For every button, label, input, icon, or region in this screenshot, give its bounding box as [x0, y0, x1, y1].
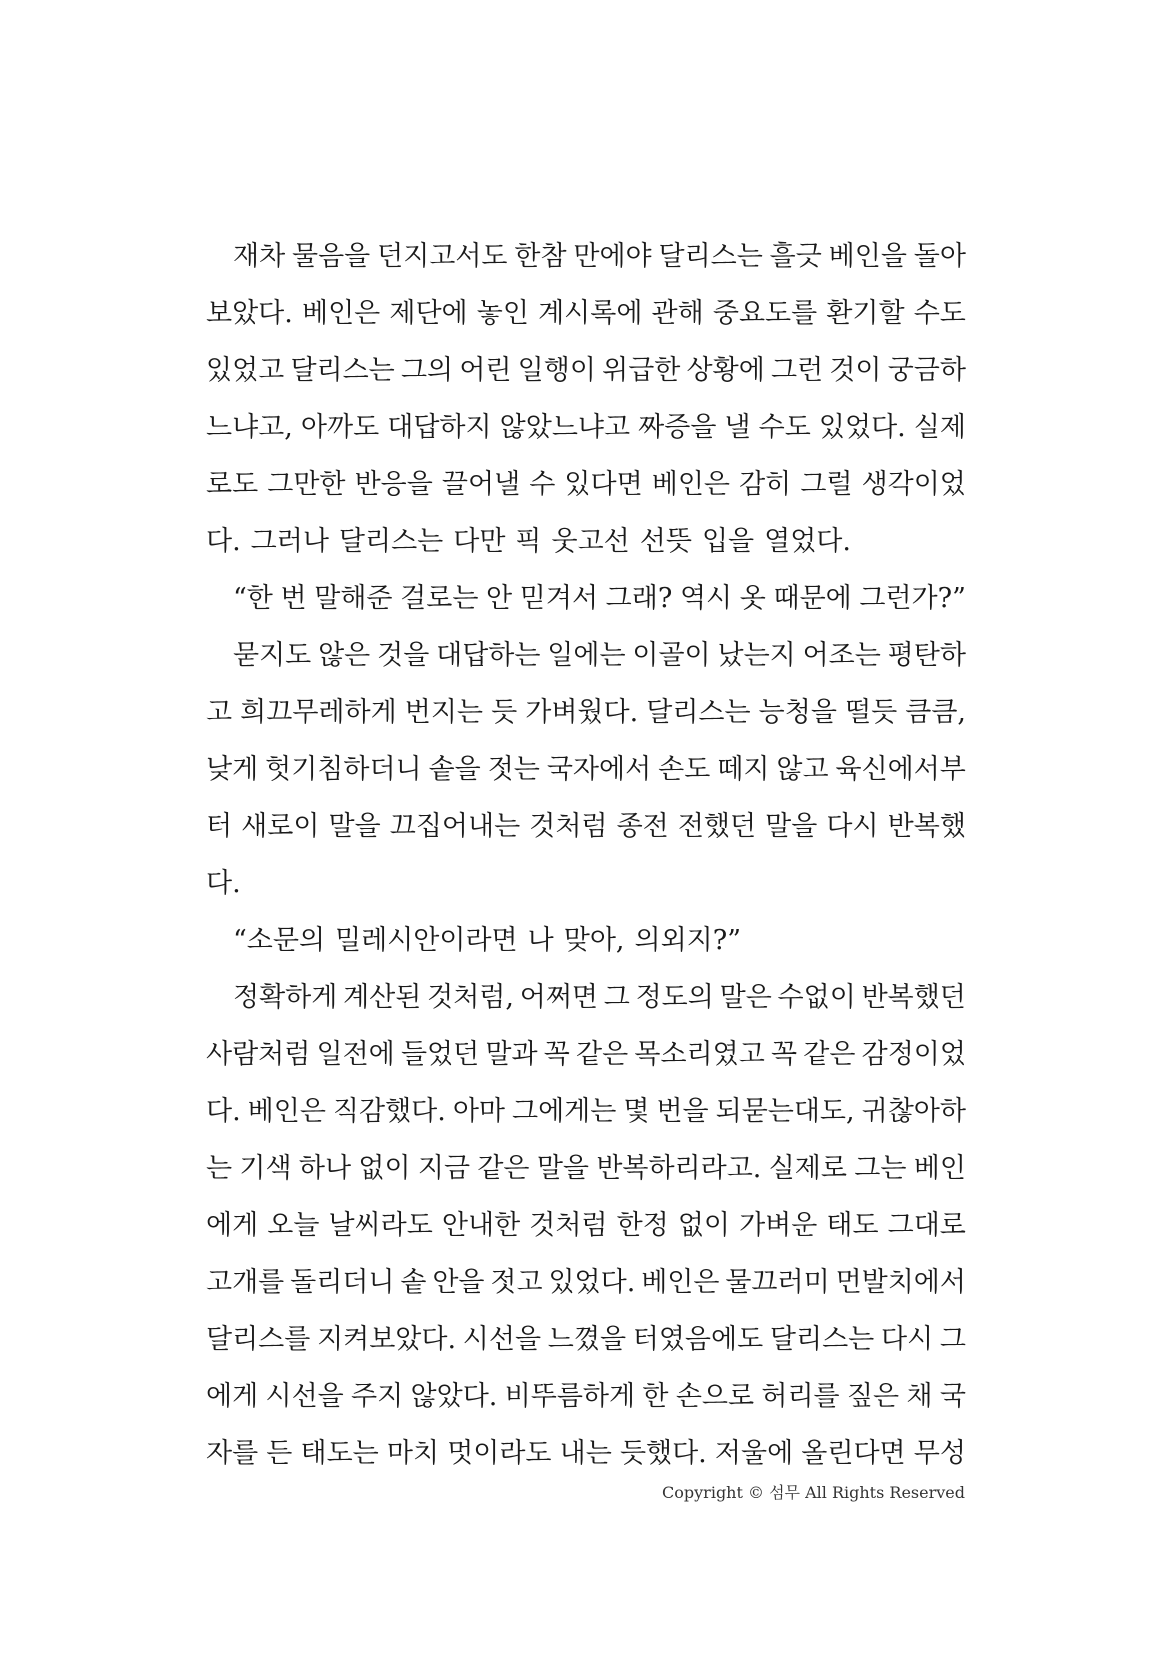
text-line: [206, 684, 966, 741]
word: 귀찮아하: [861, 1096, 966, 1127]
word: 베인: [913, 1153, 966, 1184]
word: 는: [206, 1153, 233, 1184]
word: 손으로: [675, 1381, 755, 1412]
word: 떨듯: [844, 697, 898, 728]
word: 느냐고,: [206, 412, 293, 443]
word: 한참: [514, 241, 567, 272]
word: 밀레시안이라면: [335, 925, 518, 956]
word: 그: [603, 982, 630, 1013]
word: 환기할: [826, 298, 905, 329]
word: 끌어낼: [441, 469, 521, 500]
text-line: [206, 1425, 966, 1482]
word: 없이: [358, 1153, 411, 1184]
word: “소문의: [233, 925, 326, 956]
word: 번: [280, 583, 307, 614]
text-line: [206, 513, 966, 570]
word: 않았느냐고: [499, 412, 631, 443]
word: 맞아,: [563, 925, 625, 956]
word: 반복했: [887, 811, 966, 842]
word: 반응을: [354, 469, 433, 500]
word: 물음을: [292, 241, 371, 272]
word: 옷: [739, 583, 766, 614]
word: 태도는: [300, 1438, 379, 1469]
word: 돌리더니: [290, 1267, 395, 1298]
word: 그: [939, 1324, 966, 1355]
word: “한: [233, 583, 273, 614]
word: 보았다.: [206, 298, 293, 329]
word: 일에는: [547, 640, 626, 671]
word: 다.: [206, 526, 241, 557]
word: 픽: [515, 526, 542, 557]
text-line: [206, 741, 966, 798]
word: 국자에서: [546, 754, 652, 785]
word: 감정이었: [861, 1039, 966, 1070]
copyright-notice: Copyright © 섬무 All Rights Reserved: [662, 1483, 965, 1502]
word: 수: [529, 469, 556, 500]
word: 것을: [377, 640, 430, 671]
word: 입을: [701, 526, 755, 557]
word: 던지고서도: [377, 241, 508, 272]
word: 그의: [400, 355, 454, 386]
word: 그에게는: [512, 1096, 617, 1127]
text-line: [206, 1254, 966, 1311]
word: 수도: [913, 298, 966, 329]
word: 종전: [616, 811, 669, 842]
word: 솥을: [428, 754, 481, 785]
word: 계시록에: [538, 298, 643, 329]
word: 말해준: [314, 583, 393, 614]
word: 다만: [453, 526, 506, 557]
word: 계산된: [343, 982, 422, 1013]
word: 올린다면: [801, 1438, 906, 1469]
word: 물끄러미: [725, 1267, 830, 1298]
word: 허리를: [761, 1381, 840, 1412]
word: 그런가?”: [859, 583, 966, 614]
word: 정확하게: [233, 982, 338, 1013]
word: 에게: [206, 1381, 259, 1412]
word: 않은: [318, 640, 371, 671]
word: 수도: [758, 412, 811, 443]
word: 터: [206, 811, 233, 842]
word: 것처럼: [529, 811, 608, 842]
text-line: [206, 1368, 966, 1425]
text-line: [206, 627, 966, 684]
word: 없이: [677, 1210, 730, 1241]
word: 날씨라도: [328, 1210, 433, 1241]
word: 안내한: [441, 1210, 521, 1241]
word: 내는: [559, 1438, 612, 1469]
word: 아까도: [300, 412, 380, 443]
word: 그만한: [267, 469, 346, 500]
word: 않았다.: [410, 1381, 498, 1412]
word: 터였음에도: [632, 1324, 764, 1355]
text-line: [206, 1140, 966, 1197]
word: 반복하리라고.: [596, 1153, 762, 1184]
word: 났는지: [717, 640, 796, 671]
word: 시선을: [462, 1324, 542, 1355]
word: 전했던: [677, 811, 757, 842]
word: 중요도를: [712, 298, 818, 329]
word: 번지는: [404, 697, 483, 728]
word: 웃고선: [551, 526, 630, 557]
word: 몇: [623, 1096, 650, 1127]
word: 손도: [658, 754, 711, 785]
word: 감히: [739, 469, 792, 500]
word: 번을: [656, 1096, 709, 1127]
word: 같은: [477, 1153, 530, 1184]
word: 능청을: [758, 697, 837, 728]
word: 말을: [536, 1153, 589, 1184]
word: 한: [642, 1381, 669, 1412]
word: 국: [939, 1381, 966, 1412]
word: 한정: [616, 1210, 669, 1241]
word: 육신에서부: [835, 754, 966, 785]
word: 짜증을: [638, 412, 717, 443]
word: 그런: [770, 355, 824, 386]
word: 하나: [298, 1153, 352, 1184]
word: 그대로: [887, 1210, 966, 1241]
word: 베인은: [651, 469, 730, 500]
text-line: [206, 912, 966, 969]
word: 않고: [776, 754, 829, 785]
word: 달리스를: [206, 1324, 311, 1355]
text-line: [206, 855, 966, 912]
word: 다.: [206, 1096, 241, 1127]
word: 젓는: [487, 754, 540, 785]
word: 달리스는: [658, 241, 763, 272]
word: 대답하지: [387, 412, 492, 443]
word: 끄집어내는: [389, 811, 521, 842]
word: 평탄하: [887, 640, 966, 671]
word: 지켜보았다.: [317, 1324, 457, 1355]
word: 젓고: [490, 1267, 543, 1298]
word: 다시: [880, 1324, 934, 1355]
word: 먼발치에서: [835, 1267, 966, 1298]
word: 사람처럼: [206, 1039, 311, 1070]
word: 그래?: [605, 583, 673, 614]
word: 되묻는대도,: [715, 1096, 855, 1127]
word: 말을: [765, 811, 818, 842]
word: 큼큼,: [905, 697, 966, 728]
text-line: [206, 798, 966, 855]
word: 채: [906, 1381, 933, 1412]
text-line: [206, 399, 966, 456]
word: 오늘: [267, 1210, 320, 1241]
text-line: [206, 1311, 966, 1368]
word: 어조는: [802, 640, 881, 671]
word: 어린: [459, 355, 512, 386]
word: 믿겨서: [519, 583, 599, 614]
word: 들었던: [400, 1039, 480, 1070]
word: 기색: [239, 1153, 292, 1184]
word: 안을: [432, 1267, 485, 1298]
word: 고개를: [206, 1267, 285, 1298]
word: 때문에: [773, 583, 852, 614]
word: 솥: [400, 1267, 427, 1298]
word: 선뜻: [639, 526, 692, 557]
text-line: [206, 570, 966, 627]
word: 돌아: [913, 241, 966, 272]
text-line: [206, 342, 966, 399]
body-text: [206, 228, 966, 1482]
word: 고: [206, 697, 233, 728]
word: 재차: [233, 241, 286, 272]
word: 아마: [452, 1096, 506, 1127]
word: 안: [486, 583, 513, 614]
word: 가벼웠다.: [525, 697, 639, 728]
word: 있다면: [564, 469, 643, 500]
word: 그는: [854, 1153, 907, 1184]
word: 실제: [913, 412, 966, 443]
word: 저울에: [714, 1438, 794, 1469]
word: 에게: [206, 1210, 259, 1241]
word: 로도: [206, 469, 259, 500]
word: 주지: [351, 1381, 404, 1412]
word: 꼭: [543, 1039, 570, 1070]
text-line: [206, 1026, 966, 1083]
word: 묻지도: [233, 640, 312, 671]
word: 실제로: [768, 1153, 847, 1184]
word: 짚은: [846, 1381, 900, 1412]
word: 마치: [386, 1438, 440, 1469]
word: 낮게: [206, 754, 259, 785]
word: 있었고: [206, 355, 285, 386]
word: 걸로는: [400, 583, 479, 614]
word: 관해: [651, 298, 704, 329]
word: 비뚜름하게: [504, 1381, 636, 1412]
word: 흘긋: [769, 241, 822, 272]
word: 있었다.: [548, 1267, 636, 1298]
word: 나: [527, 925, 554, 956]
word: 가벼운: [739, 1210, 818, 1241]
word: 지금: [417, 1153, 471, 1184]
word: 궁금하: [887, 355, 966, 386]
word: 새로이: [241, 811, 320, 842]
word: 베인은: [247, 1096, 326, 1127]
word: 어쩌면: [519, 982, 598, 1013]
word: 그럴: [800, 469, 853, 500]
word: 정도의: [635, 982, 714, 1013]
word: 멋이라도: [447, 1438, 552, 1469]
text-line: [206, 969, 966, 1026]
word: 듯했다.: [619, 1438, 707, 1469]
word: 일전에: [316, 1039, 395, 1070]
word: 베인은: [301, 298, 381, 329]
text-line: [206, 285, 966, 342]
word: 같은: [803, 1039, 856, 1070]
word: 희끄무레하게: [240, 697, 397, 728]
text-line: [206, 228, 966, 285]
word: 낼: [724, 412, 751, 443]
word: 반복했던: [861, 982, 966, 1013]
word: 같은: [576, 1039, 629, 1070]
word: 자를: [206, 1438, 259, 1469]
word: 달리스는: [769, 1324, 875, 1355]
word: 든: [266, 1438, 293, 1469]
word: 태도: [826, 1210, 879, 1241]
word: 놓인: [476, 298, 529, 329]
word: 다.: [206, 868, 241, 899]
word: 것이: [829, 355, 882, 386]
word: 달리스는: [338, 526, 444, 557]
word: 무성: [913, 1438, 966, 1469]
word: 것처럼,: [427, 982, 514, 1013]
text-line: [206, 1083, 966, 1140]
word: 것처럼: [529, 1210, 608, 1241]
word: 말을: [328, 811, 381, 842]
word: 직감했다.: [332, 1096, 446, 1127]
word: 말과: [485, 1039, 538, 1070]
word: 위급한: [602, 355, 681, 386]
word: 의외지?”: [634, 925, 742, 956]
word: 베인은: [641, 1267, 720, 1298]
word: 듯: [491, 697, 518, 728]
text-line: [206, 1197, 966, 1254]
word: 다시: [826, 811, 879, 842]
word: 달리스는: [646, 697, 751, 728]
word: 말은: [719, 982, 772, 1013]
text-line: [206, 456, 966, 513]
word: 이골이: [632, 640, 711, 671]
word: 있었다.: [818, 412, 906, 443]
word: 헛기침하더니: [265, 754, 422, 785]
word: 시선을: [265, 1381, 344, 1412]
word: 목소리였고: [634, 1039, 765, 1070]
word: 역시: [679, 583, 733, 614]
word: 떼지: [717, 754, 770, 785]
word: 일행이: [517, 355, 596, 386]
word: 열었다.: [764, 526, 851, 557]
word: 달리스는: [290, 355, 395, 386]
word: 상황에: [686, 355, 765, 386]
word: 베인을: [828, 241, 907, 272]
word: 생각이었: [861, 469, 966, 500]
word: 제단에: [389, 298, 468, 329]
word: 그러나: [250, 526, 329, 557]
word: 느꼈을: [547, 1324, 627, 1355]
word: 대답하는: [436, 640, 541, 671]
word: 꼭: [771, 1039, 798, 1070]
word: 수없이: [777, 982, 856, 1013]
word: 만에야: [573, 241, 652, 272]
